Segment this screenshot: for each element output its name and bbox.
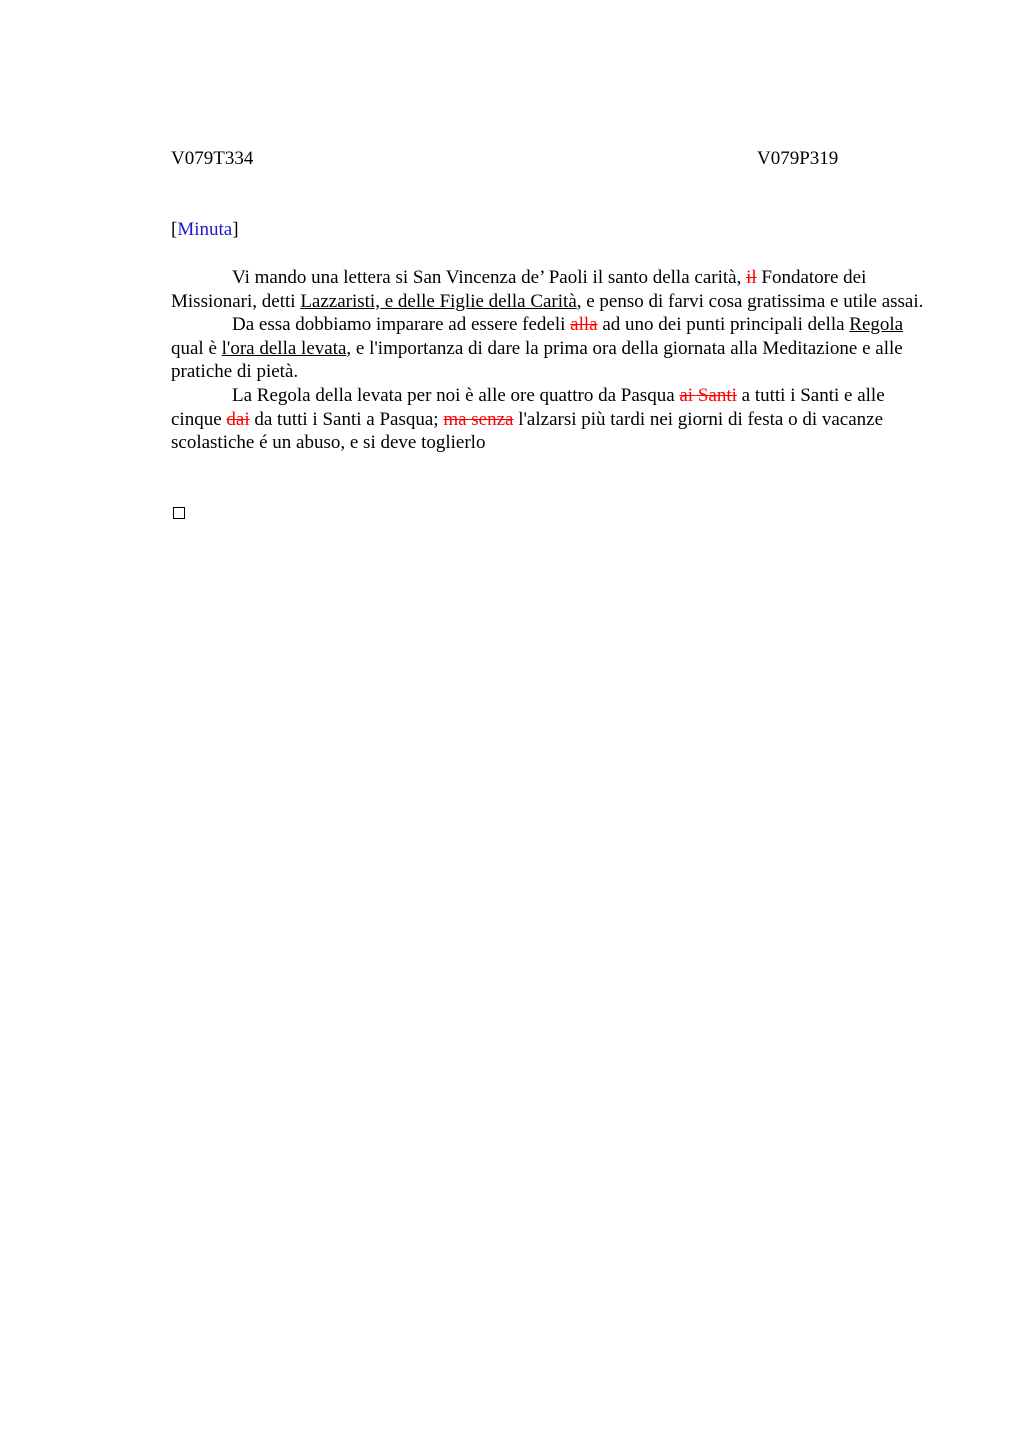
volume-page-code: V079P319	[757, 148, 839, 169]
deleted-word: ma senza	[443, 408, 514, 430]
deleted-word: dai	[226, 408, 250, 430]
paragraph-3	[171, 384, 931, 455]
text-run: da tutti i Santi a Pasqua;	[249, 408, 444, 430]
letter-body	[171, 266, 931, 455]
text-run: La Regola della levata per noi è alle ore quattro da Pasqua	[232, 384, 680, 406]
deleted-word: il	[746, 267, 757, 288]
paragraph-2	[171, 313, 931, 384]
deleted-word: ai Santi	[679, 384, 737, 406]
text-run: , e l'importanza di dare la prima ora della giornata alla Meditazione e alle pratiche di pietà.	[171, 337, 903, 383]
draft-label-close-bracket: ]	[232, 219, 239, 240]
draft-label-text: Minuta	[177, 219, 233, 240]
draft-label-open-bracket: [	[171, 219, 178, 240]
text-run: , e penso di farvi cosa gratissima e utile assai.	[576, 290, 924, 312]
text-run: a tutti i Santi e alle cinque	[171, 384, 885, 430]
underlined-phrase: l'ora della levata	[221, 337, 347, 359]
deleted-word: alla	[570, 314, 598, 336]
text-run: Da essa dobbiamo imparare ad essere fedeli	[232, 314, 571, 336]
text-run: ad uno dei punti principali della	[597, 314, 850, 336]
text-run: l'alzarsi più tardi nei giorni di festa o di vacanze scolastiche é un abuso, e si deve toglierlo	[171, 408, 884, 454]
underlined-phrase: Regola	[849, 314, 904, 336]
text-run: Fondatore dei Missionari, detti	[171, 267, 867, 312]
underlined-phrase: Lazzaristi, e delle Figlie della Carità	[300, 290, 577, 312]
volume-text-code: V079T334	[171, 148, 254, 169]
empty-square-icon	[173, 507, 185, 519]
text-run: Vi mando una lettera si San Vincenza de’ Paoli il santo della carità,	[232, 267, 747, 288]
paragraph-1	[171, 266, 931, 313]
text-run: qual è	[171, 337, 222, 359]
document-header	[171, 147, 931, 171]
draft-label	[171, 218, 239, 242]
